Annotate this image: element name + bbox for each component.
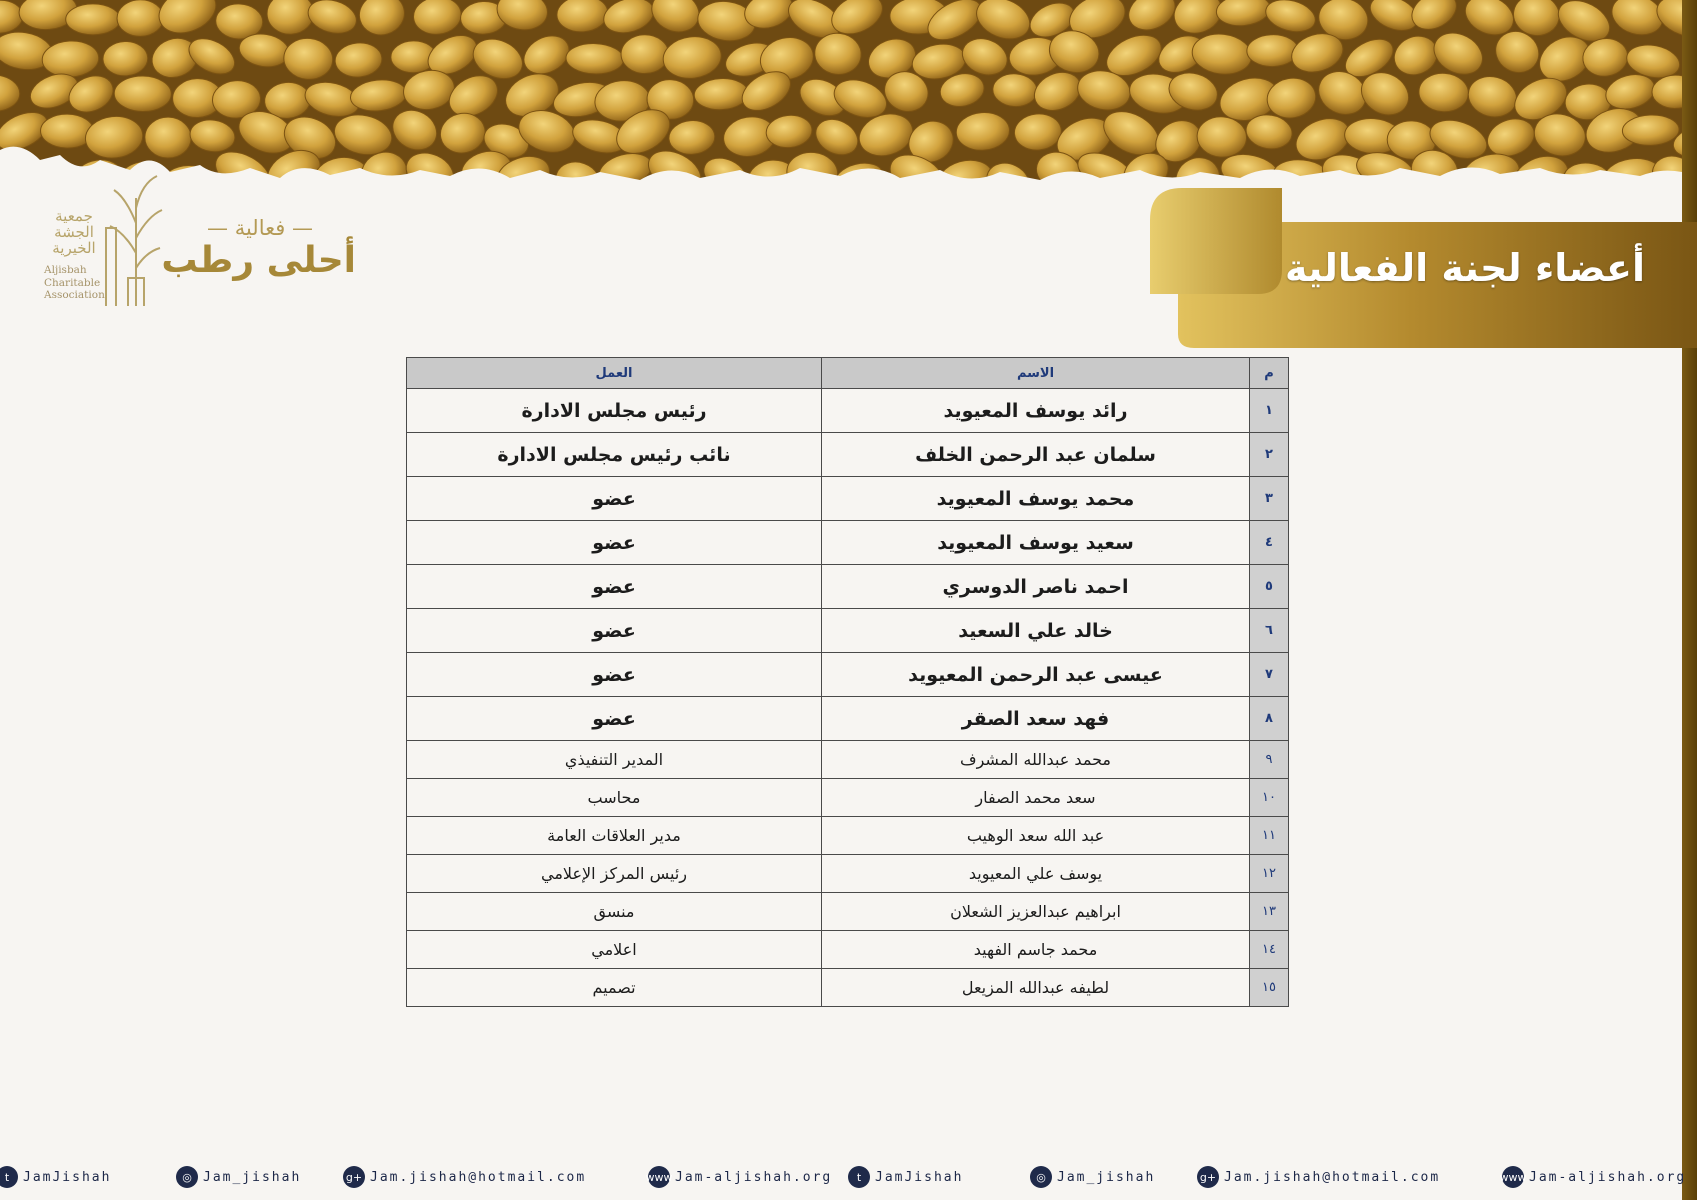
row-role: تصميم: [407, 969, 822, 1007]
table-row: [407, 389, 1289, 433]
palm-plant-icon: [102, 168, 172, 308]
row-role: عضو: [407, 477, 822, 521]
row-num: ١١: [1250, 817, 1289, 855]
table-row: [407, 697, 1289, 741]
logo-event-label: — فعالية —: [207, 216, 313, 240]
row-name: عيسى عبد الرحمن المعيويد: [822, 653, 1250, 697]
footer-contact-text: JamJishah: [23, 1169, 112, 1185]
row-num: ١٢: [1250, 855, 1289, 893]
row-num: ١: [1250, 389, 1289, 433]
footer-contact-text: Jam.jishah@hotmail.com: [1224, 1169, 1441, 1185]
row-role: المدير التنفيذي: [407, 741, 822, 779]
table-row: [407, 565, 1289, 609]
row-role: عضو: [407, 697, 822, 741]
row-num: ١٤: [1250, 931, 1289, 969]
row-name: محمد عبدالله المشرف: [822, 741, 1250, 779]
row-role: منسق: [407, 893, 822, 931]
table-row: [407, 779, 1289, 817]
row-role: مدير العلاقات العامة: [407, 817, 822, 855]
committee-members-table: [406, 357, 1289, 1007]
table-row: [407, 893, 1289, 931]
row-name: ابراهيم عبدالعزيز الشعلان: [822, 893, 1250, 931]
row-role: عضو: [407, 565, 822, 609]
slide-title: أعضاء لجنة الفعالية: [1285, 246, 1645, 290]
footer-contact[interactable]: [1499, 1162, 1687, 1192]
contact-footer: [0, 1162, 1697, 1192]
header-role: العمل: [407, 358, 822, 389]
table-header-row: [407, 358, 1289, 389]
logo-english-line: Charitable: [44, 276, 101, 289]
footer-contact[interactable]: [1030, 1162, 1155, 1192]
footer-contact[interactable]: [343, 1162, 586, 1192]
table-row: [407, 477, 1289, 521]
row-num: ٢: [1250, 433, 1289, 477]
row-name: محمد جاسم الفهيد: [822, 931, 1250, 969]
row-num: ١٠: [1250, 779, 1289, 817]
logo-arabic-name: جمعية الجشة الخيرية: [52, 207, 96, 257]
row-name: محمد يوسف المعيويد: [822, 477, 1250, 521]
row-num: ١٥: [1250, 969, 1289, 1007]
date-fruit-shape: [1247, 34, 1299, 67]
table-row: [407, 741, 1289, 779]
twitter-icon: t: [0, 1166, 18, 1188]
row-role: رئيس مجلس الادارة: [407, 389, 822, 433]
table-row: [407, 969, 1289, 1007]
footer-contact-text: Jam_jishah: [203, 1169, 302, 1185]
row-num: ١٣: [1250, 893, 1289, 931]
logo-english-line: Aljisbah: [44, 264, 87, 276]
footer-contact[interactable]: [1197, 1162, 1440, 1192]
row-name: لطيفه عبدالله المزيعل: [822, 969, 1250, 1007]
logo-english-name: [44, 264, 104, 302]
row-num: ٣: [1250, 477, 1289, 521]
header-name: الاسم: [822, 358, 1250, 389]
row-name: احمد ناصر الدوسري: [822, 565, 1250, 609]
title-ribbon: [1150, 188, 1697, 350]
row-name: عبد الله سعد الوهيب: [822, 817, 1250, 855]
row-num: ٥: [1250, 565, 1289, 609]
row-role: عضو: [407, 521, 822, 565]
date-fruit-shape: [117, 0, 164, 37]
globe-icon: www: [648, 1166, 670, 1188]
association-logo: [38, 168, 356, 308]
date-fruit-shape: [621, 35, 669, 74]
footer-contact[interactable]: [0, 1162, 111, 1192]
table-row: [407, 653, 1289, 697]
footer-contact-text: Jam-aljishah.org: [675, 1169, 833, 1185]
footer-contact-text: Jam_jishah: [1057, 1169, 1156, 1185]
row-role: محاسب: [407, 779, 822, 817]
row-num: ٨: [1250, 697, 1289, 741]
row-name: خالد علي السعيد: [822, 609, 1250, 653]
footer-contact[interactable]: [848, 1162, 963, 1192]
header-num: م: [1250, 358, 1289, 389]
table-row: [407, 433, 1289, 477]
logo-event-name: أحلى رطب: [161, 240, 356, 281]
date-fruit-shape: [66, 4, 121, 35]
row-num: ٤: [1250, 521, 1289, 565]
row-role: رئيس المركز الإعلامي: [407, 855, 822, 893]
right-accent-bar: [1682, 0, 1697, 1200]
footer-contact[interactable]: [176, 1162, 301, 1192]
globe-icon: www: [1502, 1166, 1524, 1188]
table-row: [407, 817, 1289, 855]
row-role: اعلامي: [407, 931, 822, 969]
row-name: سعيد يوسف المعيويد: [822, 521, 1250, 565]
footer-contact-text: Jam.jishah@hotmail.com: [370, 1169, 587, 1185]
row-role: عضو: [407, 653, 822, 697]
row-name: رائد يوسف المعيويد: [822, 389, 1250, 433]
google-plus-icon: g+: [1197, 1166, 1219, 1188]
row-name: يوسف علي المعيويد: [822, 855, 1250, 893]
twitter-icon: t: [848, 1166, 870, 1188]
row-num: ٩: [1250, 741, 1289, 779]
date-fruit-shape: [114, 75, 172, 112]
row-name: فهد سعد الصقر: [822, 697, 1250, 741]
table-row: [407, 931, 1289, 969]
row-role: عضو: [407, 609, 822, 653]
footer-contact-text: JamJishah: [875, 1169, 964, 1185]
table-row: [407, 521, 1289, 565]
google-plus-icon: g+: [343, 1166, 365, 1188]
row-name: سعد محمد الصفار: [822, 779, 1250, 817]
row-role: نائب رئيس مجلس الادارة: [407, 433, 822, 477]
footer-contact-text: Jam-aljishah.org: [1529, 1169, 1687, 1185]
table-row: [407, 855, 1289, 893]
row-name: سلمان عبد الرحمن الخلف: [822, 433, 1250, 477]
row-num: ٧: [1250, 653, 1289, 697]
footer-contact[interactable]: [645, 1162, 833, 1192]
row-num: ٦: [1250, 609, 1289, 653]
logo-english-line: Association: [44, 289, 105, 301]
instagram-icon: ◎: [176, 1166, 198, 1188]
table-row: [407, 609, 1289, 653]
instagram-icon: ◎: [1030, 1166, 1052, 1188]
